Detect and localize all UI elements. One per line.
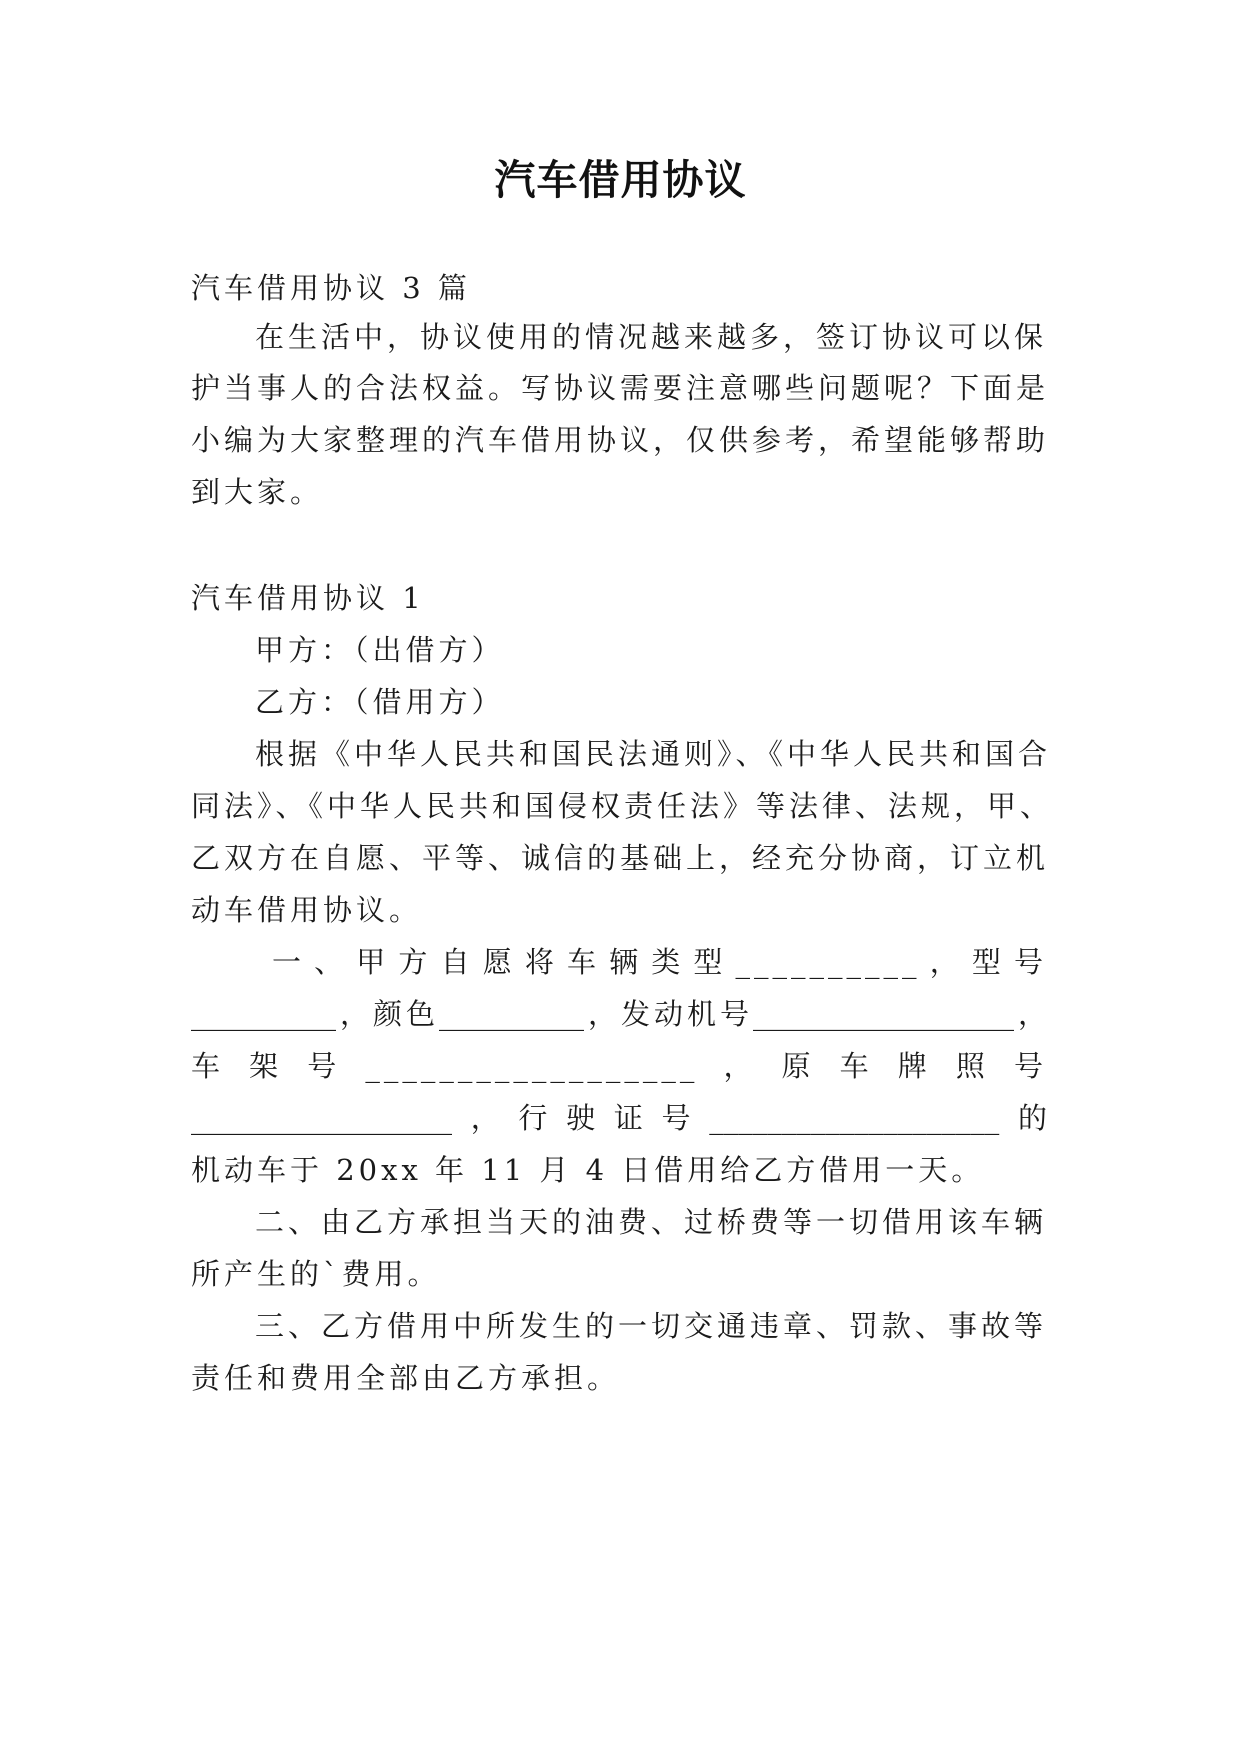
- clause1-line-2: __________，颜色__________，发动机号__________________，: [191, 997, 1047, 1031]
- clause1-line-1: 一、甲方自愿将车辆类型__________，型号: [272, 945, 1047, 979]
- clause3-line-2: 责任和费用全部由乙方承担。: [191, 1361, 621, 1395]
- intro-line-4: 到大家。: [191, 475, 324, 509]
- clause1-line-3: 车架号__________________，原车牌照号: [191, 1049, 1047, 1083]
- party-b: 乙方：（借用方）: [255, 685, 505, 719]
- intro-line-1: 在生活中，协议使用的情况越来越多，签订协议可以保: [255, 320, 1048, 354]
- clause1-line-5: 机动车于 20xx 年 11 月 4 日借用给乙方借用一天。: [191, 1153, 985, 1187]
- party-a: 甲方：（出借方）: [255, 633, 505, 667]
- basis-line-1: 根据《中华人民共和国民法通则》、《中华人民共和国合: [255, 737, 1052, 771]
- basis-line-3: 乙双方在自愿、平等、诚信的基础上，经充分协商，订立机: [191, 841, 1050, 875]
- intro-line-2: 护当事人的合法权益。写协议需要注意哪些问题呢？下面是: [191, 371, 1050, 405]
- clause2-line-2: 所产生的`费用。: [191, 1257, 441, 1291]
- clause1-line-4: __________________，行驶证号____________________的: [191, 1101, 1047, 1135]
- document-title: 汽车借用协议: [494, 156, 747, 204]
- intro-line-3: 小编为大家整理的汽车借用协议，仅供参考，希望能够帮助: [191, 423, 1050, 457]
- basis-line-2: 同法》、《中华人民共和国侵权责任法》等法律、法规，甲、: [191, 789, 1054, 823]
- basis-line-4: 动车借用协议。: [191, 893, 423, 927]
- document-heading: 汽车借用协议 3 篇: [191, 271, 471, 305]
- section-title: 汽车借用协议 1: [191, 581, 425, 615]
- clause3-line-1: 三、乙方借用中所发生的一切交通违章、罚款、事故等: [255, 1309, 1048, 1343]
- clause2-line-1: 二、由乙方承担当天的油费、过桥费等一切借用该车辆: [255, 1205, 1048, 1239]
